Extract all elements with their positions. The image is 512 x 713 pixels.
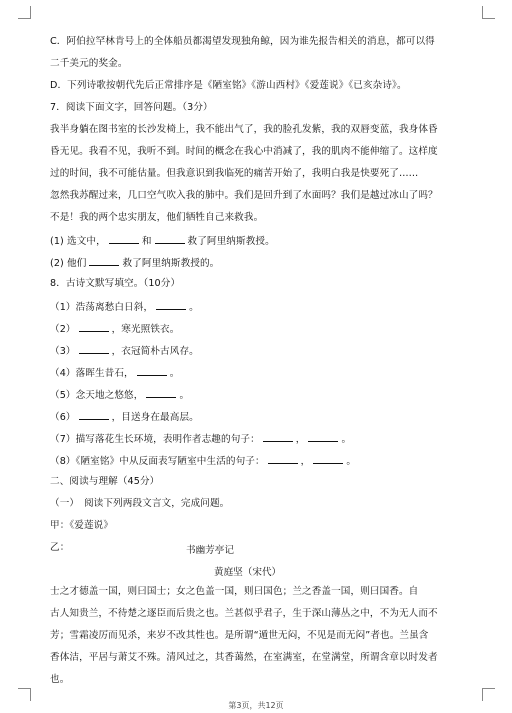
q8-item1 xyxy=(50,300,199,314)
q8-item5 xyxy=(50,388,189,402)
q8-item-text: ， xyxy=(295,434,306,445)
q8-item-text: ，目送身在最高层。 xyxy=(111,412,199,423)
q8-item-text: ， xyxy=(300,456,311,467)
q7-sub2 xyxy=(50,256,219,270)
answer-blank[interactable] xyxy=(263,432,293,442)
subsection-1-title: （一） 阅读下列两段文言文，完成问题。 xyxy=(50,498,230,509)
q7-sub2-text: 救了阿里纳斯教授的。 xyxy=(122,258,220,269)
q7-sub1-text: 和 xyxy=(141,236,152,247)
q8-item-text: （1）浩荡离愁白日斜， xyxy=(50,302,154,313)
answer-blank[interactable] xyxy=(146,388,176,398)
passage-line: 我半身躺在图书室的长沙发椅上，我不能出气了，我的脸孔发紫，我的双唇变蓝，我身体昏 xyxy=(50,124,438,135)
answer-blank[interactable] xyxy=(79,322,109,332)
q8-item-text: 。 xyxy=(169,368,180,379)
answer-blank[interactable] xyxy=(109,234,139,244)
q8-item-text: （4）落晖生昔石， xyxy=(50,368,134,379)
option-d: D．下列诗歌按朝代先后正常排序是《陋室铭》《游山西村》《爱莲说》《已亥杂诗》。 xyxy=(50,80,407,91)
q8-item-text: （3） xyxy=(50,346,76,357)
answer-blank[interactable] xyxy=(79,410,109,420)
q8-item-text: （8）《陋室铭》中从反面表写陋室中生活的句子： xyxy=(50,456,265,467)
classical-text-line: 香体洁，平居与萧艾不殊。清风过之，其香蔼然，在室满室，在堂满堂，所谓含章以时发者 xyxy=(50,652,438,663)
text-b-author: 黄庭坚（宋代） xyxy=(214,567,282,578)
q8-item-text: （7）描写落花生长环境，表明作者志趣的句子： xyxy=(50,434,260,445)
q8-item-text: 。 xyxy=(179,390,190,401)
answer-blank[interactable] xyxy=(137,366,167,376)
q8-item-text: ，衣冠简朴古风存。 xyxy=(111,346,199,357)
q7-sub2-text: (2) 他们 xyxy=(50,258,87,269)
q8-item-text: 。 xyxy=(189,302,199,313)
answer-blank[interactable] xyxy=(156,300,186,310)
q8-item-text: （2） xyxy=(50,324,76,335)
q8-item7 xyxy=(50,432,351,446)
q8-item2 xyxy=(50,322,179,336)
passage-line: 忽然我苏醒过来，几口空气吹入我的肺中。我们是回升到了水面吗？我们是越过冰山了吗？ xyxy=(50,190,438,201)
q8-item-text: （6） xyxy=(50,412,76,423)
q7-sub1 xyxy=(50,234,275,248)
q8-item-text: 。 xyxy=(346,456,357,467)
page-footer: 第3页，共12页 xyxy=(228,701,284,710)
question-8-title: 8．古诗文默写填空。（10分） xyxy=(50,278,181,289)
classical-text-line: 士之才德盖一国，则曰国士；女之色盖一国，则曰国色；兰之香盖一国，则曰国香。自 xyxy=(50,586,419,597)
section-2-title: 二、阅读与理解（45分） xyxy=(50,476,160,487)
option-c-line1: C．阿伯拉罕林肯号上的全体船员都渴望发现独角鲸，因为谁先报告相关的消息，都可以得 xyxy=(50,36,435,47)
corner-mark-top-right xyxy=(482,6,495,19)
text-b-title: 书幽芳亭记 xyxy=(186,545,234,556)
q8-item-text: （5）念天地之悠悠， xyxy=(50,390,144,401)
classical-text-line: 古人知贵兰，不待楚之逐臣而后贵之也。兰甚似乎君子，生于深山薄丛之中，不为无人而不 xyxy=(50,608,438,619)
classical-text-line: 也。 xyxy=(50,674,70,685)
q7-sub1-text: 救了阿里纳斯教授。 xyxy=(187,236,275,247)
answer-blank[interactable] xyxy=(155,234,185,244)
q8-item8 xyxy=(50,454,356,468)
q8-item-text: 。 xyxy=(341,434,352,445)
q8-item4 xyxy=(50,366,179,380)
answer-blank[interactable] xyxy=(79,344,109,354)
answer-blank[interactable] xyxy=(268,454,298,464)
answer-blank[interactable] xyxy=(308,432,338,442)
classical-text-line: 芳；雪霜凌厉而见杀，来岁不改其性也。是所谓“遁世无闷，不见是而无闷”者也。兰虽含 xyxy=(50,630,429,641)
question-7-title: 7．阅读下面文字，回答问题。（3分） xyxy=(50,102,213,113)
answer-blank[interactable] xyxy=(313,454,343,464)
answer-blank[interactable] xyxy=(89,256,119,266)
q8-item-text: ，寒光照铁衣。 xyxy=(111,324,180,335)
passage-line: 昏无见。我看不见，我听不到。时间的概念在我心中消减了，我的肌肉不能伸缩了。这样度 xyxy=(50,146,438,157)
q8-item6 xyxy=(50,410,199,424)
option-c-line2: 二千美元的奖金。 xyxy=(50,58,128,69)
q7-sub1-text: (1) 选文中， xyxy=(50,236,106,247)
passage-line: 不是！我的两个忠实朋友，他们牺牲自己来救我。 xyxy=(50,212,264,223)
q8-item3 xyxy=(50,344,199,358)
passage-line: 过的时间，我不可能估量。但我意识到我临死的痛苦开始了，我明白我是快要死了…… xyxy=(50,168,419,179)
text-a-title: 甲：《爱莲说》 xyxy=(50,520,114,531)
text-b-label: 乙： xyxy=(50,542,70,553)
corner-mark-top-left xyxy=(18,6,31,19)
